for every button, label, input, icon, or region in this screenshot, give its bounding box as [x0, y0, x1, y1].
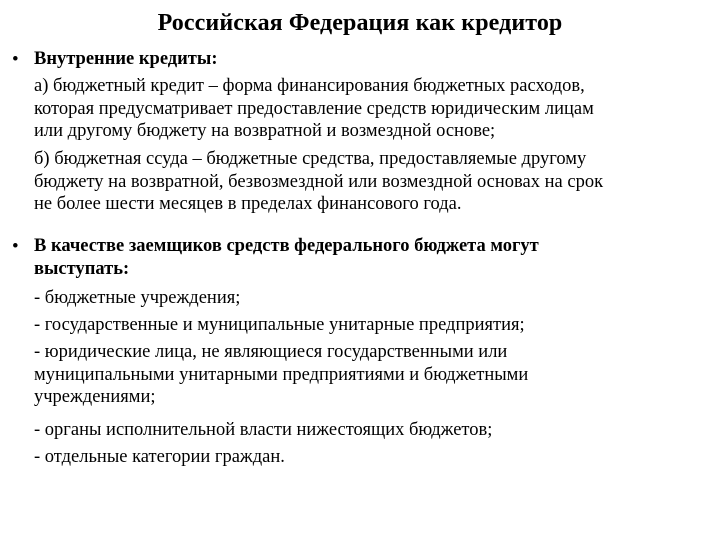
text-line: - бюджетные учреждения;	[34, 288, 241, 308]
text-line: - органы исполнительной власти нижестоящих бюджетов;	[34, 420, 493, 440]
section1-item-b	[34, 148, 710, 216]
text-line: выступать:	[34, 258, 130, 279]
text-line: а) бюджетный кредит – форма финансирования бюджетных расходов,	[34, 76, 585, 96]
borrower-item	[34, 341, 710, 409]
borrower-item	[34, 314, 710, 337]
section2-heading	[34, 235, 710, 280]
text-line: - отдельные категории граждан.	[34, 447, 285, 467]
bullet-icon: •	[12, 236, 19, 257]
slide-title: Российская Федерация как кредитор	[157, 10, 563, 36]
text-line: или другому бюджету на возвратной и возмездной основе;	[34, 121, 496, 141]
text-line: - государственные и муниципальные унитарные предприятия;	[34, 315, 525, 335]
text-line: муниципальными унитарными предприятиями и бюджетными	[34, 364, 529, 385]
section1-item-a	[34, 75, 710, 143]
text-line: учреждениями;	[34, 387, 156, 407]
borrower-item	[34, 446, 710, 469]
text-line: б) бюджетная ссуда – бюджетные средства, предоставляемые другому	[34, 149, 587, 169]
text-line: - юридические лица, не являющиеся государственными или	[34, 342, 508, 362]
bullet-icon: •	[12, 49, 19, 70]
text-line: которая предусматривает предоставление средств юридическим лицам	[34, 98, 594, 119]
borrower-item	[34, 287, 710, 310]
section1-heading: Внутренние кредиты:	[34, 49, 218, 69]
text-line: не более шести месяцев в пределах финансового года.	[34, 194, 462, 214]
borrower-item	[34, 419, 710, 442]
text-line: бюджету на возвратной, безвозмездной или возмездной основах на срок	[34, 171, 604, 192]
text-line: В качестве заемщиков средств федерального бюджета могут	[34, 236, 539, 256]
